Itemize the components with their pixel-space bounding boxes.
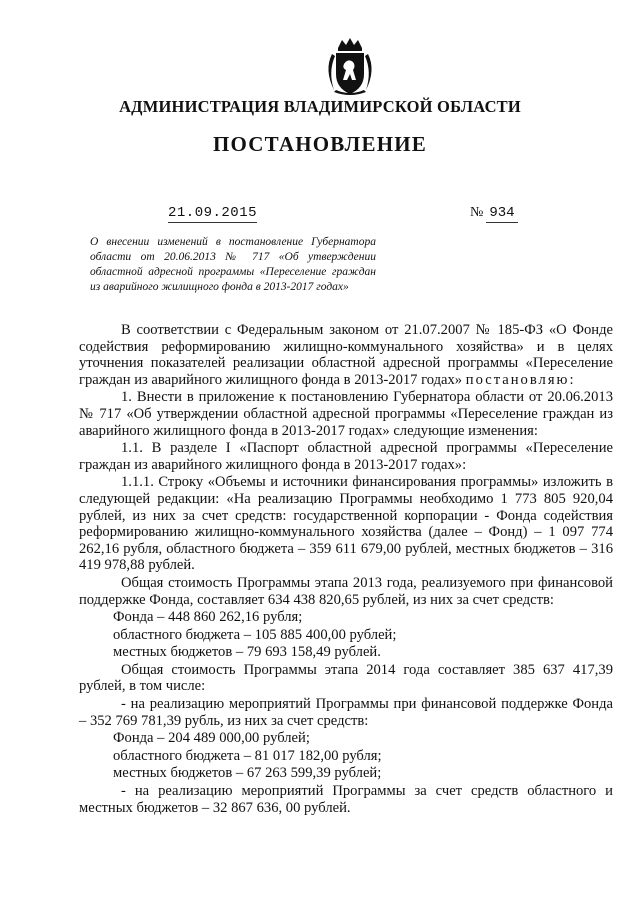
document-date: 21.09.2015 [168, 205, 258, 221]
local-2013-line: местных бюджетов – 79 693 158,49 рублей. [113, 644, 381, 661]
organization-title: АДМИНИСТРАЦИЯ ВЛАДИМИРСКОЙ ОБЛАСТИ [119, 97, 521, 116]
document-number [470, 205, 518, 221]
support-2014-paragraph: - на реализацию мероприятий Программы при финансовой поддержке Фонда – 352 769 781,39 рубль, из них за счет средств: [79, 696, 613, 729]
fund-2014-line: Фонда – 204 489 000,00 рублей; [113, 730, 310, 747]
preamble-paragraph [79, 322, 613, 388]
number-value: 934 [486, 205, 517, 223]
document-body [79, 322, 613, 817]
preamble-text: В соответствии с Федеральным законом от 21.07.2007 № 185-ФЗ «О Фонде содействия реформированию жилищно-коммунального хозяйства» и в целях уточнения показателей реализации областной адресной программы «Переселение граждан из аварийного жилищного фонда в 2013-2017 годах» [79, 322, 613, 388]
own-funds-2014-paragraph: - на реализацию мероприятий Программы за счет средств областного и местных бюджетов – 32 867 636, 00 рублей. [79, 783, 613, 816]
preamble-action: постановляю: [465, 371, 576, 388]
cost-2014-paragraph: Общая стоимость Программы этапа 2014 года составляет 385 637 417,39 рублей, в том числе: [79, 661, 613, 695]
regional-2013-line: областного бюджета – 105 885 400,00 рублей; [113, 626, 397, 643]
coat-of-arms-icon [318, 36, 382, 98]
local-2014-line: местных бюджетов – 67 263 599,39 рублей; [113, 765, 382, 782]
document-type-title: ПОСТАНОВЛЕНИЕ [212, 132, 428, 156]
item-1: 1. Внести в приложение к постановлению Губернатора области от 20.06.2013 № 717 «Об утверждении областной адресной программы «Переселение граждан из аварийного жилищного фонда в 2013-2017 годах» следующие изменения: [79, 389, 613, 439]
item-1-1-1: 1.1.1. Строку «Объемы и источники финансирования программы» изложить в следующей редакции: «На реализацию Программы необходимо 1 773 805 920,04 рублей, из них за счет средств: государственной корпорации - Фонда содействия реформированию жилищно-коммунального хозяйства (далее – Фонд) – 1 097 774 262,16 рубля, областного бюджета – 359 611 679,00 рублей, местных бюджетов – 316 419 978,88 рублей. [79, 474, 613, 574]
fund-2013-line: Фонда – 448 860 262,16 рубля; [113, 609, 303, 626]
item-1-1: 1.1. В разделе I «Паспорт областной адресной программы «Переселение граждан из аварийного жилищного фонда в 2013-2017 годах»: [79, 440, 613, 473]
cost-2013-paragraph: Общая стоимость Программы этапа 2013 года, реализуемого при финансовой поддержке Фонда, составляет 634 438 820,65 рублей, из них за счет средств: [79, 574, 613, 608]
document-subject: О внесении изменений в постановление Губернатора области от 20.06.2013 № 717 «Об утверждении областной адресной программы «Переселение граждан из аварийного жилищного фонда в 2013-2017 годах» [90, 236, 376, 293]
number-prefix: № [470, 205, 484, 220]
regional-2014-line: областного бюджета – 81 017 182,00 рубля; [113, 747, 382, 764]
